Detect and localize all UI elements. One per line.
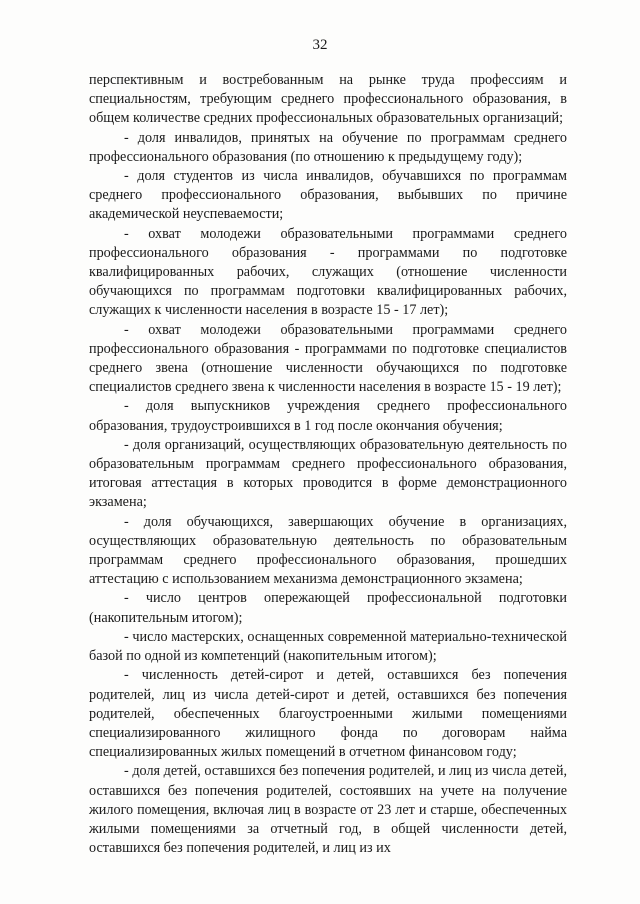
- body-text: [89, 71, 567, 858]
- list-item: - доля студентов из числа инвалидов, обучавшихся по программам среднего профессионального образования, выбывших по причине академической неуспеваемости;: [89, 168, 567, 223]
- list-item: - доля выпускников учреждения среднего профессионального образования, трудоустроившихся в 1 год после окончания обучения;: [89, 398, 567, 434]
- list-item: - доля организаций, осуществляющих образовательную деятельность по образовательным программам среднего профессионального образования, итоговая аттестация в которых проводится в форме демонстрационного экзамена;: [89, 436, 567, 511]
- paragraph: перспективным и востребованным на рынке труда профессиям и специальностям, требующим среднего профессионального образования, в общем количестве средних профессиональных образовательных организаций;: [89, 72, 567, 127]
- list-item: - число мастерских, оснащенных современной материально-технической базой по одной из компетенций (накопительным итогом);: [89, 628, 567, 665]
- list-item: - охват молодежи образовательными программами среднего профессионального образования - программами по подготовке квалифицированных рабочих, служащих (отношение численности обучающихся по программам подготовки квалифицированных рабочих, служащих к численности населения в возрасте 15 - 17 лет);: [89, 225, 567, 319]
- list-item: - доля детей, оставшихся без попечения родителей, и лиц из числа детей, оставшихся без попечения родителей, состоявших на учете на получение жилого помещения, включая лиц в возрасте от 23 лет и старше, обеспеченных жилыми помещениями за отчетный год, в общей численности детей, оставшихся без попечения родителей, и лиц из их: [89, 763, 567, 857]
- list-item: - число центров опережающей профессиональной подготовки (накопительным итогом);: [89, 590, 567, 626]
- list-item: - доля обучающихся, завершающих обучение в организациях, осуществляющих образовательную деятельность по образовательным программам среднего профессионального образования, прошедших аттестацию с использованием механизма демонстрационного экзамена;: [89, 513, 567, 588]
- list-item: - численность детей-сирот и детей, оставшихся без попечения родителей, лиц из числа детей-сирот и детей, оставшихся без попечения родителей, обеспеченных благоустроенными жилыми помещениями специализированного жилищного фонда по договорам найма специализированных жилых помещений в отчетном финансовом году;: [89, 667, 567, 761]
- page-number: 32: [312, 37, 328, 53]
- list-item: - охват молодежи образовательными программами среднего профессионального образования - программами по подготовке специалистов среднего звена (отношение численности обучающихся по подготовке специалистов среднего звена к численности населения в возрасте 15 - 19 лет);: [89, 321, 567, 396]
- list-item: - доля инвалидов, принятых на обучение по программам среднего профессионального образования (по отношению к предыдущему году);: [89, 129, 567, 165]
